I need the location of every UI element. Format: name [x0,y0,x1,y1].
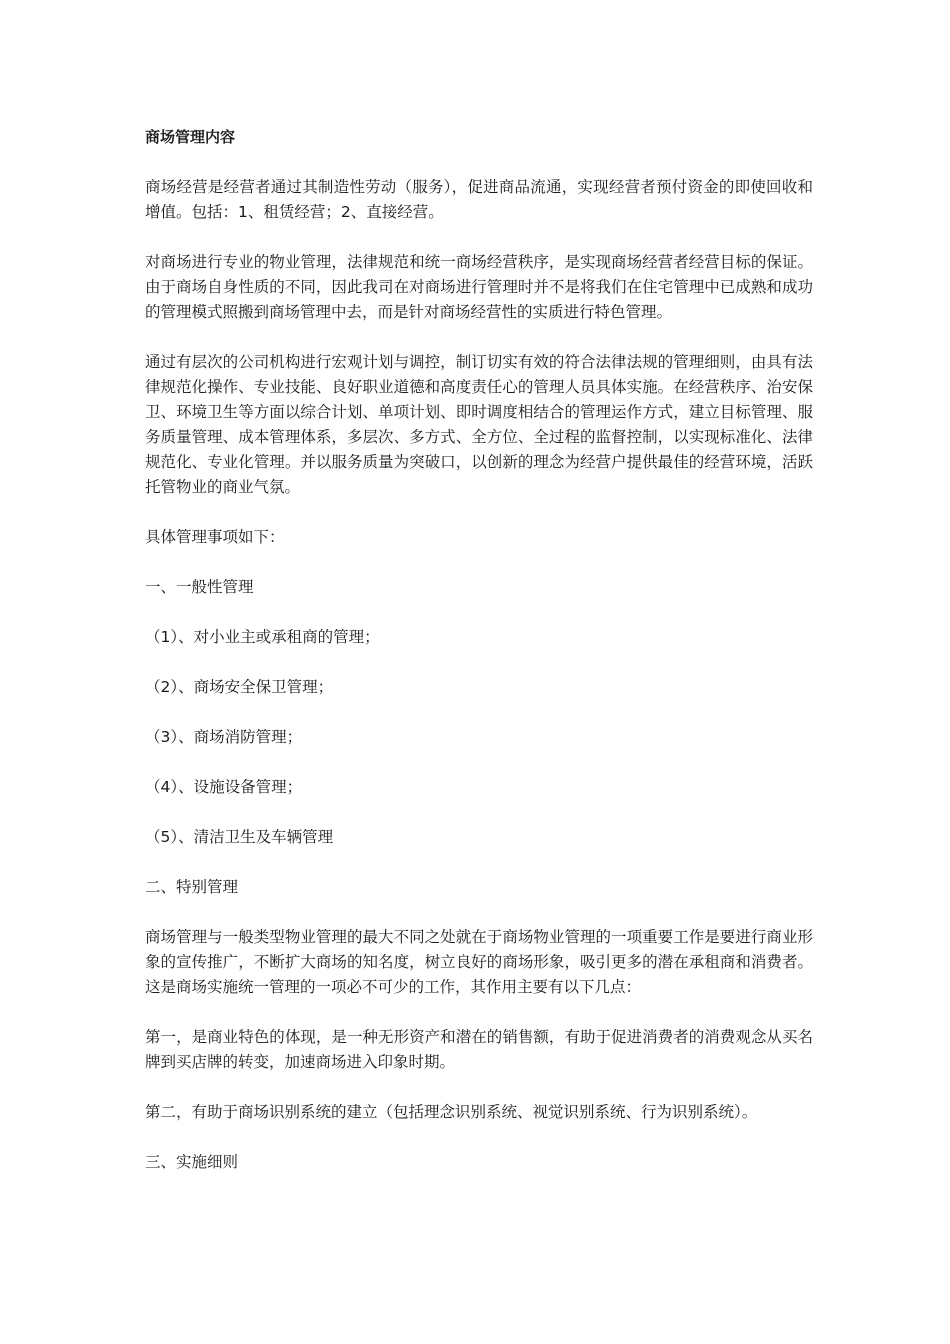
paragraph-point-one: 第一，是商业特色的体现，是一种无形资产和潜在的销售额，有助于促进消费者的消费观念从买名牌到买店牌的转变，加速商场进入印象时期。 [145,1028,813,1071]
paragraph-business-definition: 商场经营是经营者通过其制造性劳动（服务），促进商品流通，实现经营者预付资金的即使回收和增值。包括：1、租赁经营；2、直接经营。 [145,178,813,221]
list-item-fire-management: （3）、商场消防管理； [145,728,303,746]
heading-special-management: 二、特别管理 [145,878,239,896]
paragraph-management-approach: 通过有层次的公司机构进行宏观计划与调控，制订切实有效的符合法律法规的管理细则，由具有法律规范化操作、专业技能、良好职业道德和高度责任心的管理人员具体实施。在经营秩序、治安保卫、环境卫生等方面以综合计划、单项计划、即时调度相结合的管理运作方式，建立目标管理、服务质量管理、成本管理体系，多层次、多方式、全方位、全过程的监督控制，以实现标准化、法律规范化、专业化管理。并以服务质量为突破口，以创新的理念为经营户提供最佳的经营环境，活跃托管物业的商业气氛。 [145,353,813,496]
document-page [145,126,813,1200]
list-item-security-management: （2）、商场安全保卫管理； [145,678,334,696]
document-title: 商场管理内容 [145,128,236,146]
paragraph-point-two: 第二，有助于商场识别系统的建立（包括理念识别系统、视觉识别系统、行为识别系统）。 [145,1103,758,1121]
paragraph-special-management: 商场管理与一般类型物业管理的最大不同之处就在于商场物业管理的一项重要工作是要进行商业形象的宣传推广，不断扩大商场的知名度，树立良好的商场形象，吸引更多的潜在承租商和消费者。这是商场实施统一管理的一项必不可少的工作，其作用主要有以下几点： [145,928,813,996]
list-item-cleaning-vehicle-management: （5）、清洁卫生及车辆管理 [145,828,334,846]
heading-implementation-rules: 三、实施细则 [145,1153,239,1171]
paragraph-property-management: 对商场进行专业的物业管理，法律规范和统一商场经营秩序，是实现商场经营者经营目标的保证。由于商场自身性质的不同，因此我司在对商场进行管理时并不是将我们在住宅管理中已成熟和成功的管理模式照搬到商场管理中去，而是针对商场经营性的实质进行特色管理。 [145,253,813,321]
list-item-facility-management: （4）、设施设备管理； [145,778,303,796]
section-intro: 具体管理事项如下： [145,528,285,546]
list-item-tenant-management: （1）、对小业主或承租商的管理； [145,628,380,646]
heading-general-management: 一、一般性管理 [145,578,254,596]
